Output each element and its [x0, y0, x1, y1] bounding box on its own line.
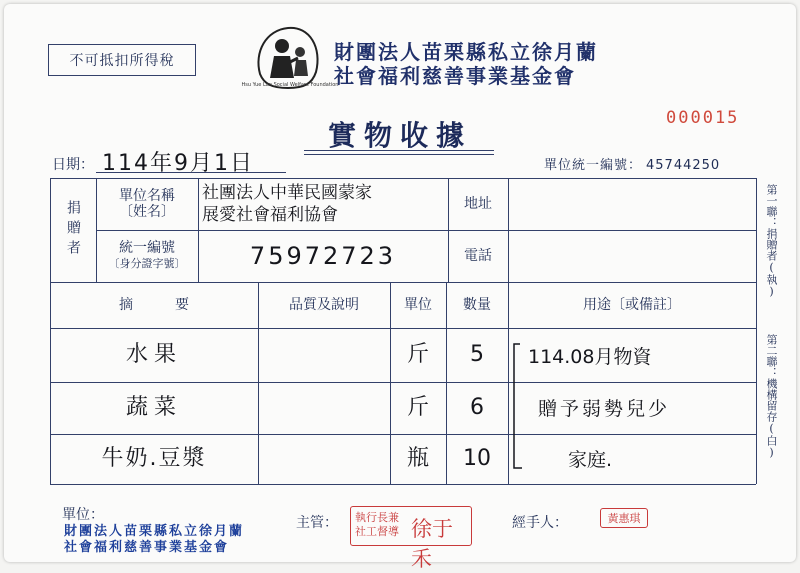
- id-label-line1: 統一編號: [119, 240, 175, 256]
- name-label-line2: 〔姓名〕: [119, 204, 175, 220]
- org-name-line2: 社會福利慈善事業基金會: [334, 64, 576, 88]
- org-name-line1: 財團法人苗栗縣私立徐月蘭: [334, 40, 598, 64]
- purpose-line3: 家庭.: [568, 449, 613, 471]
- title-underline: [304, 154, 494, 155]
- unified-number: [544, 154, 720, 173]
- row1-summary: 水果: [125, 342, 182, 367]
- name-label-line1: 單位名稱: [119, 188, 175, 204]
- donor-section-label: [50, 178, 96, 282]
- purpose-line1: 114.08月物資: [528, 346, 652, 368]
- row1-quantity: 5: [470, 342, 484, 367]
- id-label-line2: 〔身分證字號〕: [108, 257, 186, 270]
- handler-label: 經手人：: [512, 515, 568, 531]
- copy2-note: 第二聯：機構留存(白): [765, 334, 778, 459]
- phone-value: [508, 230, 756, 282]
- logo-caption: Hsu Yue Lan Social Welfare Foundation: [241, 82, 339, 88]
- unified-number-value: 45744250: [646, 158, 721, 173]
- row1-quality: [258, 328, 390, 382]
- stamp-title-line1: 執行長兼: [355, 511, 399, 524]
- handler-stamp: 黃惠琪: [600, 508, 648, 528]
- stamp-title: [355, 511, 399, 539]
- no-tax-deduction-box: 不可抵扣所得稅: [48, 44, 196, 76]
- date-underline: [96, 172, 286, 173]
- stamp-title-line2: 社工督導: [355, 525, 399, 538]
- header-purpose: 用途〔或備註〕: [583, 297, 681, 313]
- footer-org-line2: 社會福利慈善事業基金會: [64, 540, 230, 555]
- supervisor-stamp: [350, 506, 472, 571]
- row3-quantity: 10: [463, 446, 491, 471]
- unit-label: 單位：: [62, 507, 104, 523]
- header-quantity: 數量: [463, 297, 491, 313]
- date-value: 114年9月1日: [102, 151, 254, 176]
- row2-unit: 斤: [406, 395, 429, 420]
- receipt-page: [4, 4, 796, 571]
- receipt-table: [50, 178, 756, 484]
- receipt-title: 實物收據: [327, 119, 472, 152]
- phone-label: 電話: [464, 248, 492, 264]
- supervisor-label: 主管：: [296, 515, 338, 531]
- donor-name-value: [202, 178, 446, 230]
- header-summary: 摘 要: [119, 297, 189, 313]
- stamp-name: 徐于禾: [411, 517, 453, 571]
- address-label: 地址: [464, 196, 492, 212]
- date-label: 日期：: [52, 157, 94, 173]
- donor-name-line1: 社團法人中華民國蒙家: [202, 183, 372, 203]
- row3-summary: 牛奶.豆漿: [101, 446, 207, 471]
- row2-quality: [258, 382, 390, 434]
- address-value: [508, 178, 756, 230]
- purpose-line2: 贈予弱勢兒少: [538, 398, 671, 420]
- header-unit: 單位: [404, 297, 432, 313]
- row3-quality: [258, 434, 390, 484]
- donor-name-label: [96, 178, 198, 230]
- donor-label-text: 捐贈者: [65, 200, 81, 260]
- donor-id-value: 75972723: [249, 242, 397, 270]
- row3-unit: 瓶: [406, 446, 429, 471]
- title-underline: [304, 150, 494, 151]
- serial-number: 000015: [666, 108, 740, 128]
- row2-quantity: 6: [470, 395, 484, 420]
- donor-id-label: [96, 230, 198, 282]
- row2-summary: 蔬菜: [125, 395, 182, 420]
- unified-number-label: 單位統一編號：: [544, 158, 643, 173]
- footer-org-line1: 財團法人苗栗縣私立徐月蘭: [64, 524, 245, 539]
- row1-unit: 斤: [406, 342, 429, 367]
- foundation-logo-icon: [252, 22, 324, 100]
- donor-name-line2: 展愛社會福利協會: [202, 205, 338, 225]
- copy1-note: 第一聯：捐贈者(執): [765, 184, 778, 298]
- header-quality: 品質及說明: [289, 297, 359, 313]
